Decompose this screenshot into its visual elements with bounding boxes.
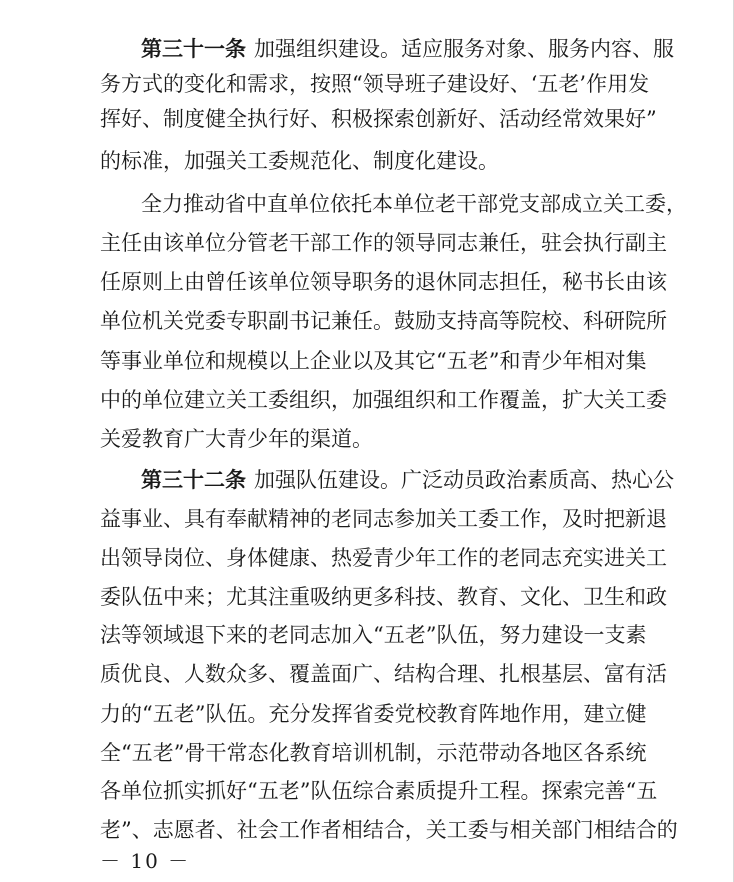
- article-31-line-4: 的标准，加强关工委规范化、制度化建设。: [100, 149, 499, 173]
- article-32-line-5: 法等领域退下来的老同志加入“五老”队伍，努力建设一支素: [100, 623, 647, 647]
- para-2-line-6: 中的单位建立关工委组织，加强组织和工作覆盖，扩大关工委: [100, 388, 667, 412]
- page-number: － 10 －: [100, 849, 191, 873]
- article-32-line-7: 力的“五老”队伍。充分发挥省委党校教育阵地作用，建立健: [100, 702, 647, 726]
- article-32-line-2: 益事业、具有奉献精神的老同志参加关工委工作，及时把新退: [100, 507, 667, 531]
- article-32-heading: 第三十二条: [141, 468, 246, 492]
- article-31-line-3: 挥好、制度健全执行好、积极探索创新好、活动经常效果好”: [100, 107, 657, 131]
- article-32-line-4: 委队伍中来；尤其注重吸纳更多科技、教育、文化、卫生和政: [100, 585, 667, 609]
- para-2-line-3: 任原则上由曾任该单位领导职务的退休同志担任，秘书长由该: [100, 270, 667, 294]
- para-2-line-4: 单位机关党委专职副书记兼任。鼓励支持高等院校、科研院所: [100, 309, 667, 333]
- article-32-line-10: 老”、志愿者、社会工作者相结合，关工委与相关部门相结合的: [100, 818, 678, 842]
- article-32-line-8: 全“五老”骨干常态化教育培训机制，示范带动各地区各系统: [100, 741, 647, 765]
- article-32-line-3: 出领导岗位、身体健康、热爱青少年工作的老同志充实进关工: [100, 546, 667, 570]
- para-2-line-1: 全力推动省中直单位依托本单位老干部党支部成立关工委，: [141, 192, 687, 216]
- para-2-line-7: 关爱教育广大青少年的渠道。: [100, 427, 373, 451]
- article-31-line-2: 务方式的变化和需求，按照“领导班子建设好、‘五老’作用发: [100, 72, 650, 96]
- article-32-line-1: 第三十二条 加强队伍建设。广泛动员政治素质高、热心公: [141, 468, 674, 492]
- para-2-line-5: 等事业单位和规模以上企业以及其它“五老”和青少年相对集: [100, 349, 647, 373]
- article-32-line-6: 质优良、人数众多、覆盖面广、结构合理、扎根基层、富有活: [100, 662, 667, 686]
- article-31-line-1: 第三十一条 加强组织建设。适应服务对象、服务内容、服: [141, 37, 674, 61]
- article-31-heading: 第三十一条: [141, 37, 246, 61]
- article-32-line-9: 各单位抓实抓好“五老”队伍综合素质提升工程。探索完善“五: [100, 779, 658, 803]
- para-2-line-2: 主任由该单位分管老干部工作的领导同志兼任，驻会执行副主: [100, 231, 667, 255]
